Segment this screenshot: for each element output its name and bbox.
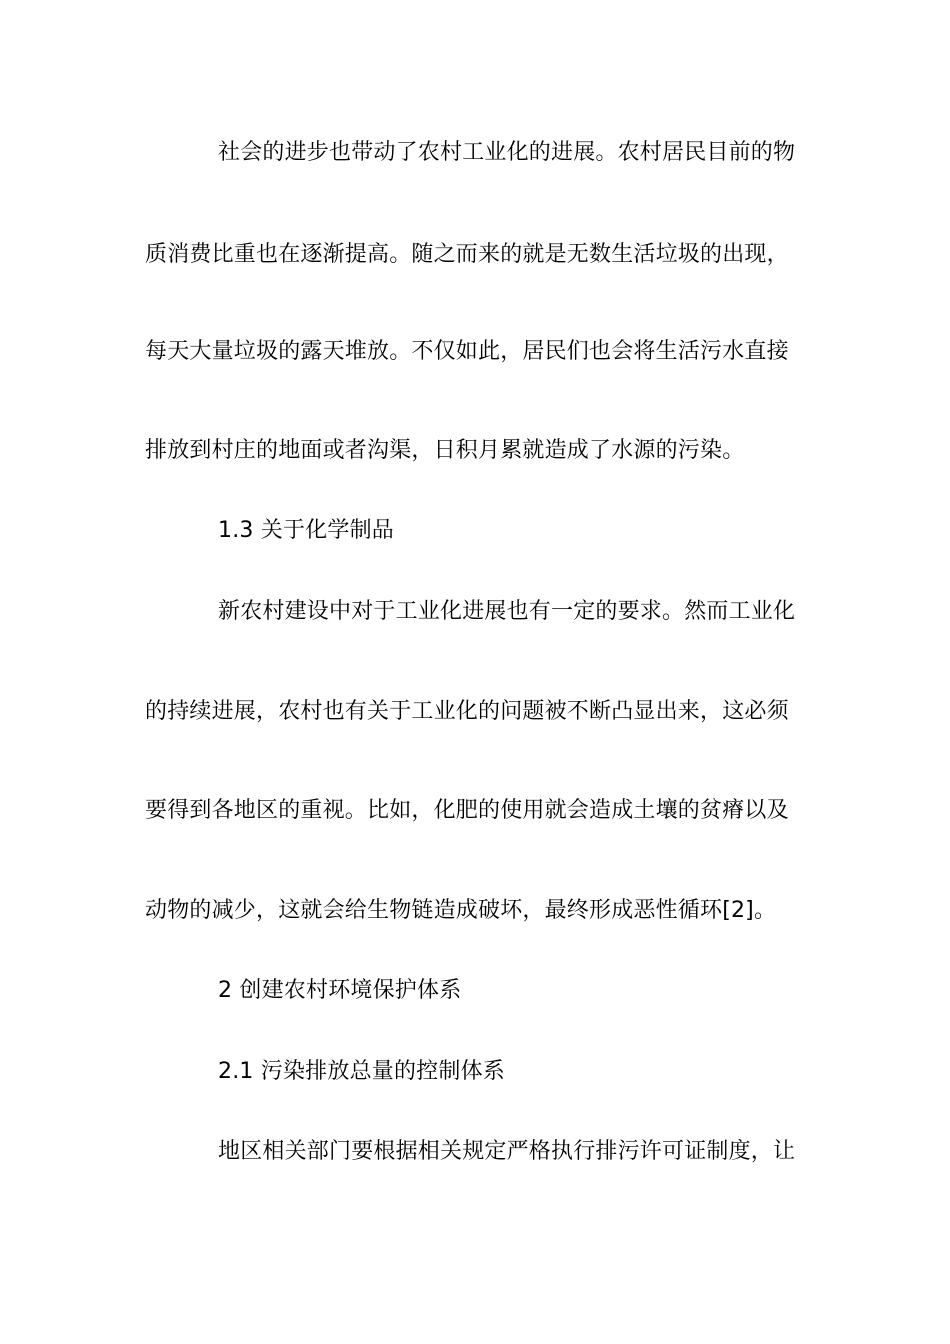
paragraph-line: 新农村建设中对于工业化进展也有一定的要求。然而工业化 [218,599,796,624]
subsection-heading: 2.1 污染排放总量的控制体系 [218,1059,505,1084]
paragraph-line: 的持续进展，农村也有关于工业化的问题被不断凸显出来，这必须 [145,699,789,724]
paragraph-line: 地区相关部门要根据相关规定严格执行排污许可证制度，让 [218,1139,796,1164]
paragraph-line: 社会的进步也带动了农村工业化的进展。农村居民目前的物 [218,140,796,165]
paragraph-line: 要得到各地区的重视。比如，化肥的使用就会造成土壤的贫瘠以及 [145,798,789,823]
paragraph-line: 动物的减少，这就会给生物链造成破坏，最终形成恶性循环[2]。 [145,898,777,923]
section-heading: 1.3 关于化学制品 [218,518,394,543]
section-heading: 2 创建农村环境保护体系 [218,978,462,1003]
paragraph-line: 排放到村庄的地面或者沟渠，日积月累就造成了水源的污染。 [145,438,745,463]
paragraph-line: 质消费比重也在逐渐提高。随之而来的就是无数生活垃圾的出现， [145,242,789,267]
paragraph-line: 每天大量垃圾的露天堆放。不仅如此，居民们也会将生活污水直接 [145,339,789,364]
